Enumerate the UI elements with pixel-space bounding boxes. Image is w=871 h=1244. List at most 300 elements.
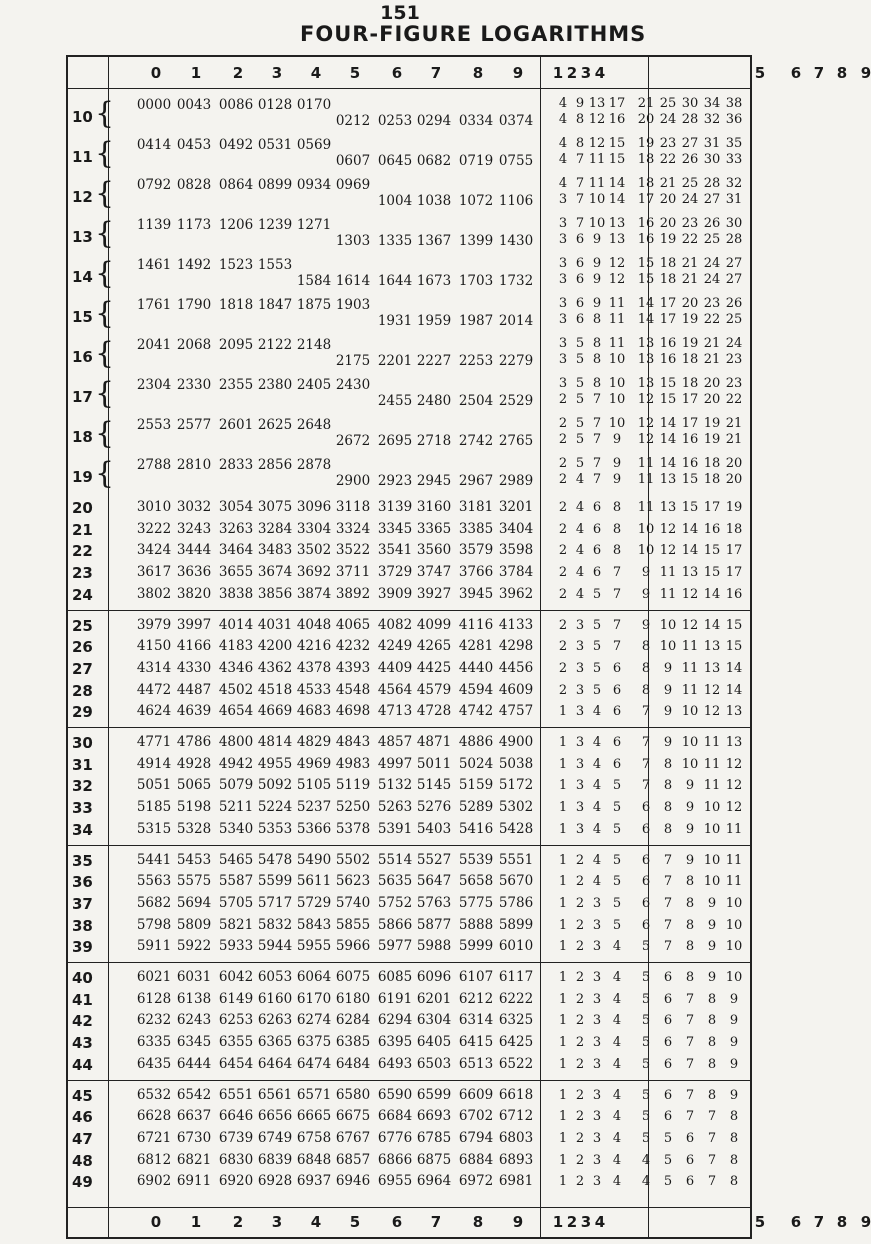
difference-value: 1: [558, 704, 568, 720]
difference-value: 6: [592, 543, 602, 559]
log-value: 2945: [416, 473, 452, 489]
row-label: 13: [72, 228, 93, 246]
log-value: 5809: [176, 916, 212, 933]
log-value: 0000: [136, 97, 172, 113]
row-label: 12: [72, 188, 93, 206]
log-value: 3324: [335, 520, 371, 537]
difference-value: 6: [592, 565, 602, 581]
log-value: 5599: [257, 873, 293, 890]
log-value: 4533: [296, 681, 332, 698]
log-value: 5682: [136, 894, 172, 911]
difference-value: 5: [575, 416, 585, 431]
difference-value: 10: [608, 392, 626, 407]
log-value: 6972: [458, 1173, 494, 1190]
difference-value: 6: [641, 821, 651, 837]
difference-value: 18: [681, 376, 699, 391]
difference-value: 4: [592, 704, 602, 720]
difference-value: 9: [685, 800, 695, 816]
log-value: 5977: [377, 938, 413, 955]
log-value: 1903: [335, 297, 371, 313]
log-value: 5465: [218, 851, 254, 868]
difference-value: 1: [558, 970, 568, 985]
log-value: 4771: [136, 734, 172, 750]
difference-value: 27: [725, 272, 743, 287]
log-value: 5250: [335, 799, 371, 816]
log-value: 1106: [498, 193, 534, 209]
log-value: 3560: [416, 542, 452, 559]
difference-value: 13: [608, 216, 626, 231]
column-footer: 6: [391, 1213, 403, 1231]
log-value: 4232: [335, 638, 371, 655]
difference-value: 5: [592, 639, 602, 655]
difference-value: 14: [659, 416, 677, 431]
diff-footer: 4: [594, 1213, 606, 1231]
log-value: 2923: [377, 473, 413, 489]
difference-value: 9: [612, 432, 622, 447]
log-value: 5752: [377, 894, 413, 911]
difference-value: 5: [641, 1035, 651, 1051]
log-value: 1399: [458, 233, 494, 249]
log-value: 0294: [416, 113, 452, 129]
log-value: 3820: [176, 585, 212, 602]
log-value: 0682: [416, 153, 452, 169]
log-value: 0645: [377, 153, 413, 169]
log-value: 1644: [377, 273, 413, 289]
diff-footer: 9: [860, 1213, 871, 1231]
log-value: 1703: [458, 273, 494, 289]
difference-value: 2: [558, 521, 568, 537]
difference-value: 4: [558, 112, 568, 127]
group-separator: [66, 610, 750, 611]
difference-value: 8: [707, 991, 717, 1007]
difference-value: 4: [558, 96, 568, 111]
log-value: 4829: [296, 734, 332, 750]
difference-value: 19: [703, 432, 721, 447]
log-value: 6561: [257, 1086, 293, 1103]
log-value: 1303: [335, 233, 371, 249]
log-value: 6637: [176, 1108, 212, 1125]
difference-value: 7: [641, 778, 651, 794]
difference-value: 14: [725, 660, 743, 676]
log-value: 6857: [335, 1151, 371, 1168]
log-value: 5502: [335, 851, 371, 868]
log-value: 6284: [335, 1012, 371, 1029]
log-value: 5694: [176, 894, 212, 911]
log-value: 6739: [218, 1129, 254, 1146]
log-value: 2279: [498, 353, 534, 369]
log-value: 3054: [218, 499, 254, 515]
log-value: 6021: [136, 969, 172, 985]
log-value: 0828: [176, 177, 212, 193]
log-value: 6767: [335, 1129, 371, 1146]
difference-value: 8: [707, 1013, 717, 1029]
difference-value: 8: [729, 1130, 739, 1146]
row-label: 19: [72, 468, 93, 486]
difference-value: 5: [641, 970, 651, 985]
difference-value: 1: [558, 1087, 568, 1103]
log-value: 2672: [335, 433, 371, 449]
log-value: 4669: [257, 703, 293, 720]
log-value: 5575: [176, 873, 212, 890]
difference-value: 7: [592, 392, 602, 407]
log-value: 5172: [498, 777, 534, 794]
log-value: 5289: [458, 799, 494, 816]
difference-value: 23: [725, 352, 743, 367]
log-value: 4800: [218, 734, 254, 750]
difference-value: 25: [681, 176, 699, 191]
column-footer: 5: [349, 1213, 361, 1231]
difference-value: 11: [703, 756, 721, 772]
difference-value: 6: [663, 970, 673, 985]
difference-value: 2: [575, 1087, 585, 1103]
difference-value: 6: [685, 1152, 695, 1168]
difference-value: 32: [725, 176, 743, 191]
difference-value: 5: [592, 617, 602, 633]
log-value: 0719: [458, 153, 494, 169]
log-value: 3464: [218, 542, 254, 559]
log-value: 2504: [458, 393, 494, 409]
log-value: 5821: [218, 916, 254, 933]
log-value: 2405: [296, 377, 332, 393]
log-value: 6484: [335, 1055, 371, 1072]
log-value: 6345: [176, 1034, 212, 1051]
difference-value: 2: [558, 543, 568, 559]
row-label: 30: [72, 734, 93, 752]
log-value: 6839: [257, 1151, 293, 1168]
log-value: 6405: [416, 1034, 452, 1051]
difference-value: 18: [659, 256, 677, 271]
log-value: 3784: [498, 564, 534, 581]
log-value: 3385: [458, 520, 494, 537]
difference-value: 9: [592, 272, 602, 287]
difference-value: 15: [637, 256, 655, 271]
log-value: 0492: [218, 137, 254, 153]
difference-value: 6: [575, 312, 585, 327]
difference-value: 7: [685, 1035, 695, 1051]
log-value: 4183: [218, 638, 254, 655]
log-value: 6785: [416, 1129, 452, 1146]
difference-value: 9: [641, 565, 651, 581]
difference-value: 5: [663, 1152, 673, 1168]
difference-value: 1: [558, 778, 568, 794]
difference-value: 11: [637, 472, 655, 487]
log-value: 3655: [218, 564, 254, 581]
difference-value: 17: [659, 312, 677, 327]
log-value: 3909: [377, 585, 413, 602]
difference-value: 1: [558, 735, 568, 750]
log-value: 3892: [335, 585, 371, 602]
column-footer: 7: [430, 1213, 442, 1231]
log-value: 0934: [296, 177, 332, 193]
difference-value: 8: [663, 821, 673, 837]
difference-value: 6: [641, 800, 651, 816]
difference-value: 6: [663, 1087, 673, 1103]
brace-symbol: {: [95, 216, 115, 251]
log-value: 5185: [136, 799, 172, 816]
diff-footer: 7: [813, 1213, 825, 1231]
difference-value: 10: [725, 895, 743, 911]
diff-header: 1: [552, 64, 564, 82]
row-label: 44: [72, 1055, 93, 1074]
log-value: 1614: [335, 273, 371, 289]
difference-value: 4: [641, 1174, 651, 1190]
difference-value: 6: [612, 682, 622, 698]
difference-value: 1: [558, 1109, 568, 1125]
difference-value: 18: [637, 176, 655, 191]
row-label: 49: [72, 1173, 93, 1192]
log-value: 3010: [136, 499, 172, 515]
difference-value: 30: [681, 96, 699, 111]
log-value: 5866: [377, 916, 413, 933]
log-value: 6513: [458, 1055, 494, 1072]
difference-value: 4: [575, 565, 585, 581]
difference-value: 8: [685, 939, 695, 955]
log-value: 4065: [335, 616, 371, 633]
log-value: 3729: [377, 564, 413, 581]
column-header: 8: [472, 64, 484, 82]
difference-value: 12: [703, 704, 721, 720]
row-label: 25: [72, 616, 93, 635]
difference-value: 8: [663, 778, 673, 794]
difference-value: 2: [558, 682, 568, 698]
difference-value: 10: [659, 617, 677, 633]
difference-value: 8: [685, 917, 695, 933]
difference-value: 11: [637, 456, 655, 471]
difference-value: 12: [637, 392, 655, 407]
difference-value: 1: [558, 895, 568, 911]
log-value: 6464: [257, 1055, 293, 1072]
difference-value: 20: [725, 472, 743, 487]
difference-value: 9: [575, 96, 585, 111]
difference-value: 13: [637, 376, 655, 391]
difference-value: 4: [575, 586, 585, 602]
difference-value: 10: [637, 521, 655, 537]
log-value: 6385: [335, 1034, 371, 1051]
difference-value: 7: [663, 917, 673, 933]
row-label: 42: [72, 1012, 93, 1031]
difference-value: 15: [681, 500, 699, 515]
log-value: 1239: [257, 217, 293, 233]
log-value: 5119: [335, 777, 371, 794]
log-value: 1271: [296, 217, 332, 233]
difference-value: 2: [558, 500, 568, 515]
log-value: 0531: [257, 137, 293, 153]
difference-value: 10: [681, 735, 699, 750]
log-value: 6911: [176, 1173, 212, 1190]
difference-value: 23: [659, 136, 677, 151]
log-value: 4031: [257, 616, 293, 633]
difference-value: 13: [725, 735, 743, 750]
difference-value: 20: [637, 112, 655, 127]
difference-value: 2: [575, 1056, 585, 1072]
brace-symbol: {: [95, 376, 115, 411]
log-value: 4330: [176, 659, 212, 676]
difference-value: 26: [725, 296, 743, 311]
row-label: 22: [72, 542, 93, 561]
log-value: 3502: [296, 542, 332, 559]
difference-value: 3: [558, 232, 568, 247]
difference-value: 11: [703, 778, 721, 794]
difference-value: 10: [703, 800, 721, 816]
log-value: 6107: [458, 969, 494, 985]
log-value: 4456: [498, 659, 534, 676]
difference-value: 10: [703, 852, 721, 868]
difference-value: 4: [592, 800, 602, 816]
difference-value: 23: [681, 216, 699, 231]
difference-value: 14: [608, 192, 626, 207]
difference-value: 7: [707, 1109, 717, 1125]
difference-value: 30: [703, 152, 721, 167]
log-value: 3997: [176, 616, 212, 633]
log-value: 5024: [458, 755, 494, 772]
log-value: 5079: [218, 777, 254, 794]
difference-value: 9: [663, 704, 673, 720]
difference-value: 8: [685, 970, 695, 985]
log-value: 1818: [218, 297, 254, 313]
log-value: 5378: [335, 820, 371, 837]
difference-value: 11: [608, 312, 626, 327]
difference-value: 12: [681, 586, 699, 602]
difference-value: 3: [575, 821, 585, 837]
difference-value: 8: [729, 1174, 739, 1190]
difference-value: 9: [685, 821, 695, 837]
log-value: 5441: [136, 851, 172, 868]
column-footer: 3: [271, 1213, 283, 1231]
log-value: 4200: [257, 638, 293, 655]
log-value: 6522: [498, 1055, 534, 1072]
log-value: 6191: [377, 990, 413, 1007]
log-value: 3927: [416, 585, 452, 602]
difference-value: 9: [729, 1013, 739, 1029]
difference-value: 4: [612, 991, 622, 1007]
log-value: 5428: [498, 820, 534, 837]
difference-value: 15: [725, 617, 743, 633]
log-value: 6222: [498, 990, 534, 1007]
difference-value: 21: [681, 272, 699, 287]
log-value: 4654: [218, 703, 254, 720]
log-value: 1523: [218, 257, 254, 273]
log-value: 5888: [458, 916, 494, 933]
difference-value: 3: [558, 312, 568, 327]
log-value: 5011: [416, 755, 452, 772]
log-value: 6425: [498, 1034, 534, 1051]
difference-value: 2: [558, 565, 568, 581]
log-value: 1492: [176, 257, 212, 273]
log-value: 3856: [257, 585, 293, 602]
log-value: 4609: [498, 681, 534, 698]
difference-value: 7: [575, 176, 585, 191]
column-header: 0: [150, 64, 162, 82]
difference-value: 4: [612, 1035, 622, 1051]
log-value: 2788: [136, 457, 172, 473]
log-value: 0334: [458, 113, 494, 129]
difference-value: 17: [608, 96, 626, 111]
difference-value: 9: [663, 735, 673, 750]
difference-value: 10: [725, 917, 743, 933]
difference-value: 5: [575, 392, 585, 407]
difference-value: 25: [725, 312, 743, 327]
log-value: 5514: [377, 851, 413, 868]
difference-value: 9: [707, 939, 717, 955]
difference-value: 16: [637, 232, 655, 247]
difference-value: 19: [725, 500, 743, 515]
log-value: 4216: [296, 638, 332, 655]
log-value: 3617: [136, 564, 172, 581]
log-value: 5198: [176, 799, 212, 816]
log-value: 3075: [257, 499, 293, 515]
log-value: 5911: [136, 938, 172, 955]
row-label: 43: [72, 1034, 93, 1053]
difference-value: 14: [703, 586, 721, 602]
log-value: 6263: [257, 1012, 293, 1029]
row-label: 37: [72, 894, 93, 913]
difference-value: 13: [703, 639, 721, 655]
difference-value: 24: [681, 192, 699, 207]
difference-value: 3: [592, 939, 602, 955]
difference-value: 5: [592, 586, 602, 602]
difference-value: 7: [641, 704, 651, 720]
difference-value: 3: [575, 778, 585, 794]
difference-value: 8: [592, 376, 602, 391]
difference-value: 6: [641, 917, 651, 933]
log-value: 6355: [218, 1034, 254, 1051]
log-value: 4969: [296, 755, 332, 772]
log-value: 5527: [416, 851, 452, 868]
difference-value: 6: [575, 296, 585, 311]
log-value: 1430: [498, 233, 534, 249]
log-value: 6253: [218, 1012, 254, 1029]
log-value: 4548: [335, 681, 371, 698]
log-value: 3802: [136, 585, 172, 602]
log-value: 4409: [377, 659, 413, 676]
difference-value: 3: [575, 735, 585, 750]
difference-value: 5: [592, 682, 602, 698]
difference-value: 2: [558, 586, 568, 602]
log-value: 5705: [218, 894, 254, 911]
log-value: 6201: [416, 990, 452, 1007]
diff-header: 6: [790, 64, 802, 82]
diff-header: 9: [860, 64, 871, 82]
difference-value: 4: [612, 1130, 622, 1146]
difference-value: 11: [588, 176, 606, 191]
difference-value: 10: [608, 376, 626, 391]
difference-value: 7: [707, 1130, 717, 1146]
difference-value: 8: [612, 500, 622, 515]
difference-value: 8: [575, 112, 585, 127]
difference-value: 7: [575, 192, 585, 207]
log-value: 3747: [416, 564, 452, 581]
page-number: 151: [380, 2, 420, 24]
brace-symbol: {: [95, 136, 115, 171]
log-value: 4502: [218, 681, 254, 698]
difference-value: 14: [681, 543, 699, 559]
difference-value: 36: [725, 112, 743, 127]
log-value: 1461: [136, 257, 172, 273]
difference-value: 10: [681, 704, 699, 720]
difference-value: 5: [612, 917, 622, 933]
log-value: 6138: [176, 990, 212, 1007]
difference-value: 12: [725, 778, 743, 794]
log-value: 5340: [218, 820, 254, 837]
difference-value: 10: [588, 216, 606, 231]
difference-value: 10: [681, 756, 699, 772]
log-value: 4298: [498, 638, 534, 655]
difference-value: 2: [575, 1013, 585, 1029]
log-value: 3711: [335, 564, 371, 581]
difference-value: 7: [663, 852, 673, 868]
log-value: 6128: [136, 990, 172, 1007]
log-value: 1139: [136, 217, 172, 233]
